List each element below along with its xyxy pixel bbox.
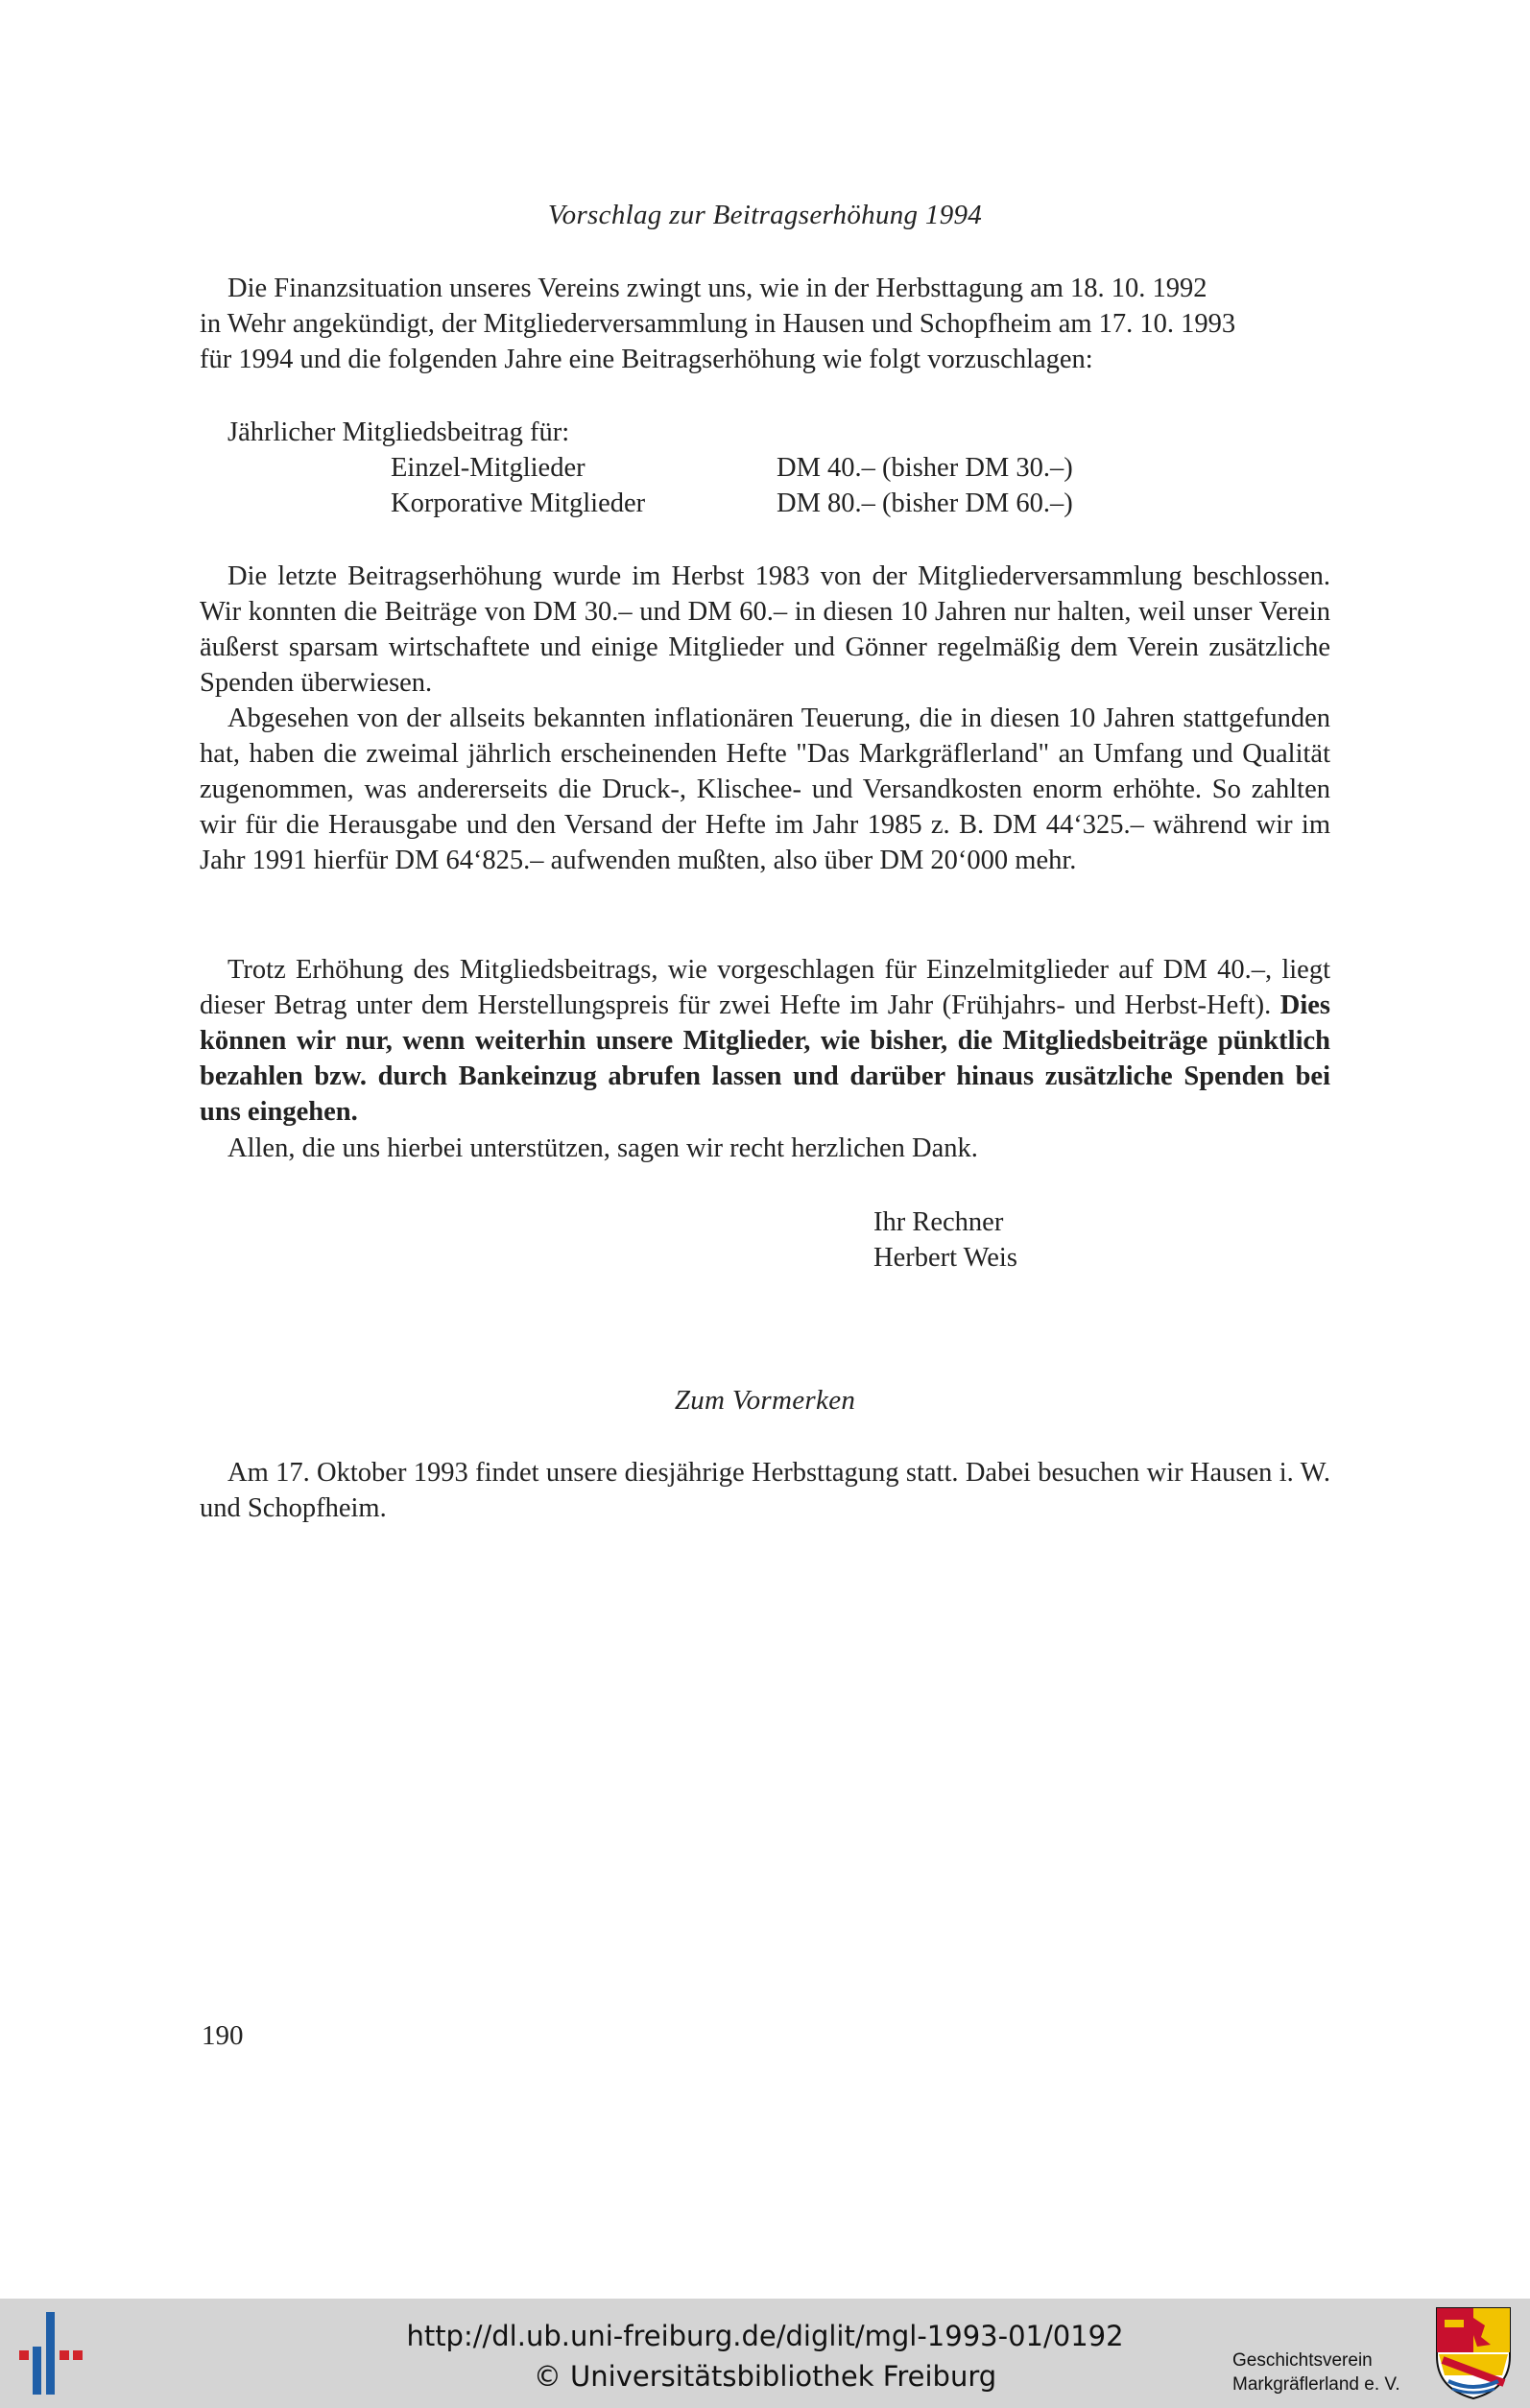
- org-name-line-1: Geschichtsverein: [1232, 2350, 1373, 2371]
- signature-name: Herbert Weis: [873, 1243, 1017, 1273]
- coat-of-arms-icon[interactable]: [1435, 2306, 1512, 2400]
- thanks-line: Allen, die uns hierbei unterstützen, sagen wir recht herzlichen Dank.: [227, 1133, 978, 1163]
- section-title-vormerken: Zum Vormerken: [674, 1385, 856, 1416]
- intro-line-1: Die Finanzsituation unseres Vereins zwingt uns, wie in der Herbsttagung am 18. 10. 1992: [227, 274, 1207, 303]
- footer-bar: [0, 2299, 1530, 2408]
- fee-label-einzel: Einzel-Mitglieder: [391, 453, 586, 483]
- section-title-beitragserhoehung: Vorschlag zur Beitragserhöhung 1994: [547, 200, 983, 230]
- appeal-emphasis: Dies können wir nur, wenn weiterhin unsere Mitglieder, wie bisher, die Mitgliedsbeiträge pünktlich bezahlen bzw. durch Bankeinzug abrufen lassen und darüber hinaus zusätzliche Spenden bei uns eingehen.: [200, 990, 1330, 1127]
- footer-organization: [1232, 2348, 1400, 2396]
- intro-line-2: in Wehr angekündigt, der Mitgliederversammlung in Hausen und Schopfheim am 17. 10. 1993: [200, 309, 1236, 339]
- fee-value-einzel: DM 40.– (bisher DM 30.–): [777, 453, 1073, 483]
- fee-label-korporativ: Korporative Mitglieder: [391, 489, 646, 518]
- intro-line-3: für 1994 und die folgenden Jahre eine Beitragserhöhung wie folgt vorzuschlagen:: [200, 345, 1093, 374]
- paragraph-appeal: Trotz Erhöhung des Mitgliedsbeitrags, wie vorgeschlagen für Einzelmitglieder auf DM 40.–, liegt dieser Betrag unter dem Herstellungspreis für zwei Hefte im Jahr (Frühjahrs- und Herbst-Heft). Dies können wir nur, wenn weiterhin unsere Mitglieder, wie bisher, die Mitgliedsbeiträge pünktlich bezahlen bzw. durch Bankeinzug abrufen lassen und darüber hinaus zusätzliche Spenden bei uns eingehen.: [200, 955, 1330, 1127]
- page-number: 190: [202, 2020, 244, 2051]
- paragraph-history: Die letzte Beitragserhöhung wurde im Herbst 1983 von der Mitgliederversammlung beschlossen. Wir konnten die Beiträge von DM 30.– und DM 60.– in diesen 10 Jahren nur halten, weil unser Verein äußerst sparsam wirtschaftete und einige Mitglieder und Gönner regelmäßig dem Verein zusätzliche Spenden überwiesen.: [200, 561, 1330, 698]
- paragraph-costs: Abgesehen von der allseits bekannten inflationären Teuerung, die in diesen 10 Jahren stattgefunden hat, haben die zweimal jährlich erscheinenden Hefte "Das Markgräflerland" an Umfang und Qualität zugenommen, was andererseits die Druck-, Klischee- und Versandkosten enorm erhöhte. So zahlten wir für die Herausgabe und den Versand der Hefte im Jahr 1985 z. B. DM 44‘325.– während wir im Jahr 1991 hierfür DM 64‘825.– aufwenden mußten, also über DM 20‘000 mehr.: [200, 703, 1330, 875]
- org-name-line-2: Markgräflerland e. V.: [1232, 2374, 1400, 2395]
- fee-heading: Jährlicher Mitgliedsbeitrag für:: [227, 417, 570, 447]
- footer-permalink[interactable]: http://dl.ub.uni-freiburg.de/diglit/mgl-1993-01/0192: [406, 2320, 1124, 2352]
- paragraph-vormerken: Am 17. Oktober 1993 findet unsere diesjährige Herbsttagung statt. Dabei besuchen wir Hausen i. W. und Schopfheim.: [200, 1458, 1330, 1523]
- footer-copyright: © Universitätsbibliothek Freiburg: [533, 2360, 997, 2393]
- signature-title: Ihr Rechner: [873, 1207, 1004, 1237]
- fee-value-korporativ: DM 80.– (bisher DM 60.–): [777, 489, 1073, 518]
